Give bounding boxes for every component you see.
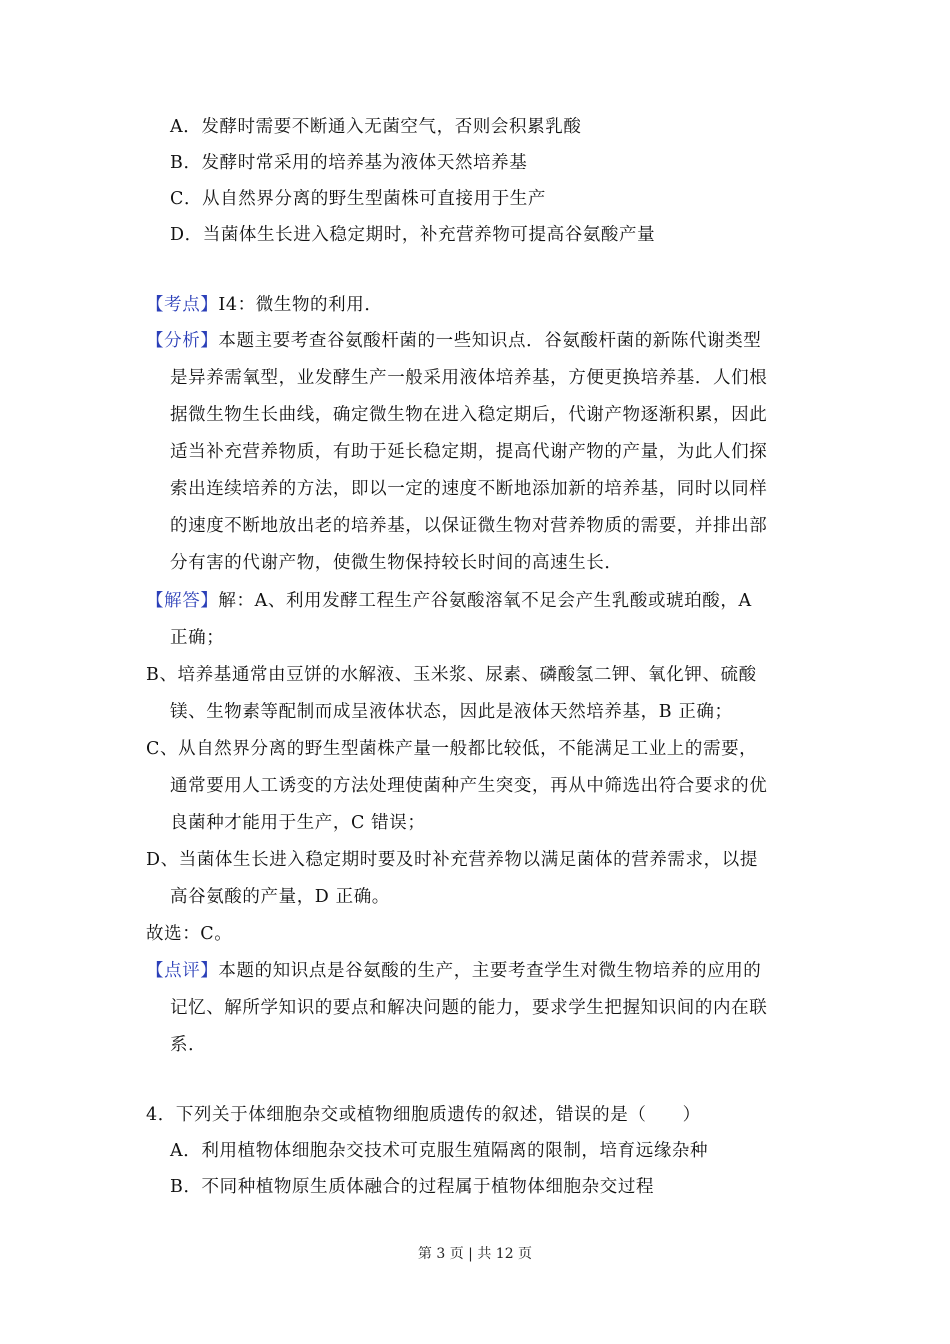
- q4-stem: 4．下列关于体细胞杂交或植物细胞质遗传的叙述，错误的是（ ）: [146, 1105, 701, 1125]
- fenxi-line-7: 分有害的代谢产物，使微生物保持较长时间的高速生长．: [170, 553, 623, 573]
- jieda-text: 解：A、利用发酵工程生产谷氨酸溶氧不足会产生乳酸或琥珀酸，A: [218, 591, 752, 611]
- kaodian-tag: 【考点】: [146, 295, 219, 315]
- q3-option-a: A．发酵时需要不断通入无菌空气，否则会积累乳酸: [170, 117, 582, 137]
- jieda-line-5: C、从自然界分离的野生型菌株产量一般都比较低，不能满足工业上的需要，: [146, 739, 758, 759]
- jieda-line-4: 镁、生物素等配制而成呈液体状态，因此是液体天然培养基，B 正确；: [170, 702, 733, 722]
- fenxi-line-1: [146, 329, 761, 353]
- fenxi-text: 本题主要考查谷氨酸杆菌的一些知识点．谷氨酸杆菌的新陈代谢类型: [218, 331, 762, 351]
- q4-option-a: A．利用植物体细胞杂交技术可克服生殖隔离的限制，培育远缘杂种: [170, 1141, 709, 1161]
- jieda-line-7: 良菌种才能用于生产，C 错误；: [170, 813, 426, 833]
- fenxi-line-2: 是异养需氧型，业发酵生产一般采用液体培养基，方便更换培养基．人们根: [170, 368, 768, 388]
- fenxi-line-4: 适当补充营养物质，有助于延长稳定期，提高代谢产物的产量，为此人们探: [170, 442, 768, 462]
- dianping-line-3: 系．: [170, 1035, 207, 1055]
- q3-option-d: D．当菌体生长进入稳定期时，补充营养物可提高谷氨酸产量: [170, 225, 656, 245]
- kaodian-text: I4：微生物的利用．: [218, 295, 383, 315]
- fenxi-line-6: 的速度不断地放出老的培养基，以保证微生物对营养物质的需要，并排出部: [170, 516, 768, 536]
- dianping-line-1: [146, 959, 761, 983]
- dianping-text: 本题的知识点是谷氨酸的生产，主要考查学生对微生物培养的应用的: [218, 961, 762, 981]
- page-footer: 第 3 页 | 共 12 页: [417, 1246, 533, 1262]
- jieda-line-9: 高谷氨酸的产量，D 正确。: [170, 887, 390, 907]
- jieda-line-10: 故选：C。: [146, 924, 233, 944]
- dianping-line-2: 记忆、解所学知识的要点和解决问题的能力，要求学生把握知识间的内在联: [170, 998, 768, 1018]
- jieda-line-1: [146, 589, 752, 613]
- fenxi-line-5: 索出连续培养的方法，即以一定的速度不断地添加新的培养基，同时以同样: [170, 479, 768, 499]
- jieda-line-3: B、培养基通常由豆饼的水解液、玉米浆、尿素、磷酸氢二钾、氧化钾、硫酸: [146, 665, 757, 685]
- kaodian-line: [146, 293, 382, 317]
- jieda-line-2: 正确；: [170, 628, 225, 648]
- fenxi-line-3: 据微生物生长曲线，确定微生物在进入稳定期后，代谢产物逐渐积累，因此: [170, 405, 768, 425]
- q4-option-b: B．不同种植物原生质体融合的过程属于植物体细胞杂交过程: [170, 1177, 655, 1197]
- q3-option-c: C．从自然界分离的野生型菌株可直接用于生产: [170, 189, 546, 209]
- jieda-line-6: 通常要用人工诱变的方法处理使菌种产生突变，再从中筛选出符合要求的优: [170, 776, 768, 796]
- dianping-tag: 【点评】: [146, 961, 219, 981]
- jieda-line-8: D、当菌体生长进入稳定期时要及时补充营养物以满足菌体的营养需求，以提: [146, 850, 758, 870]
- jieda-tag: 【解答】: [146, 591, 219, 611]
- q3-option-b: B．发酵时常采用的培养基为液体天然培养基: [170, 153, 528, 173]
- fenxi-tag: 【分析】: [146, 331, 219, 351]
